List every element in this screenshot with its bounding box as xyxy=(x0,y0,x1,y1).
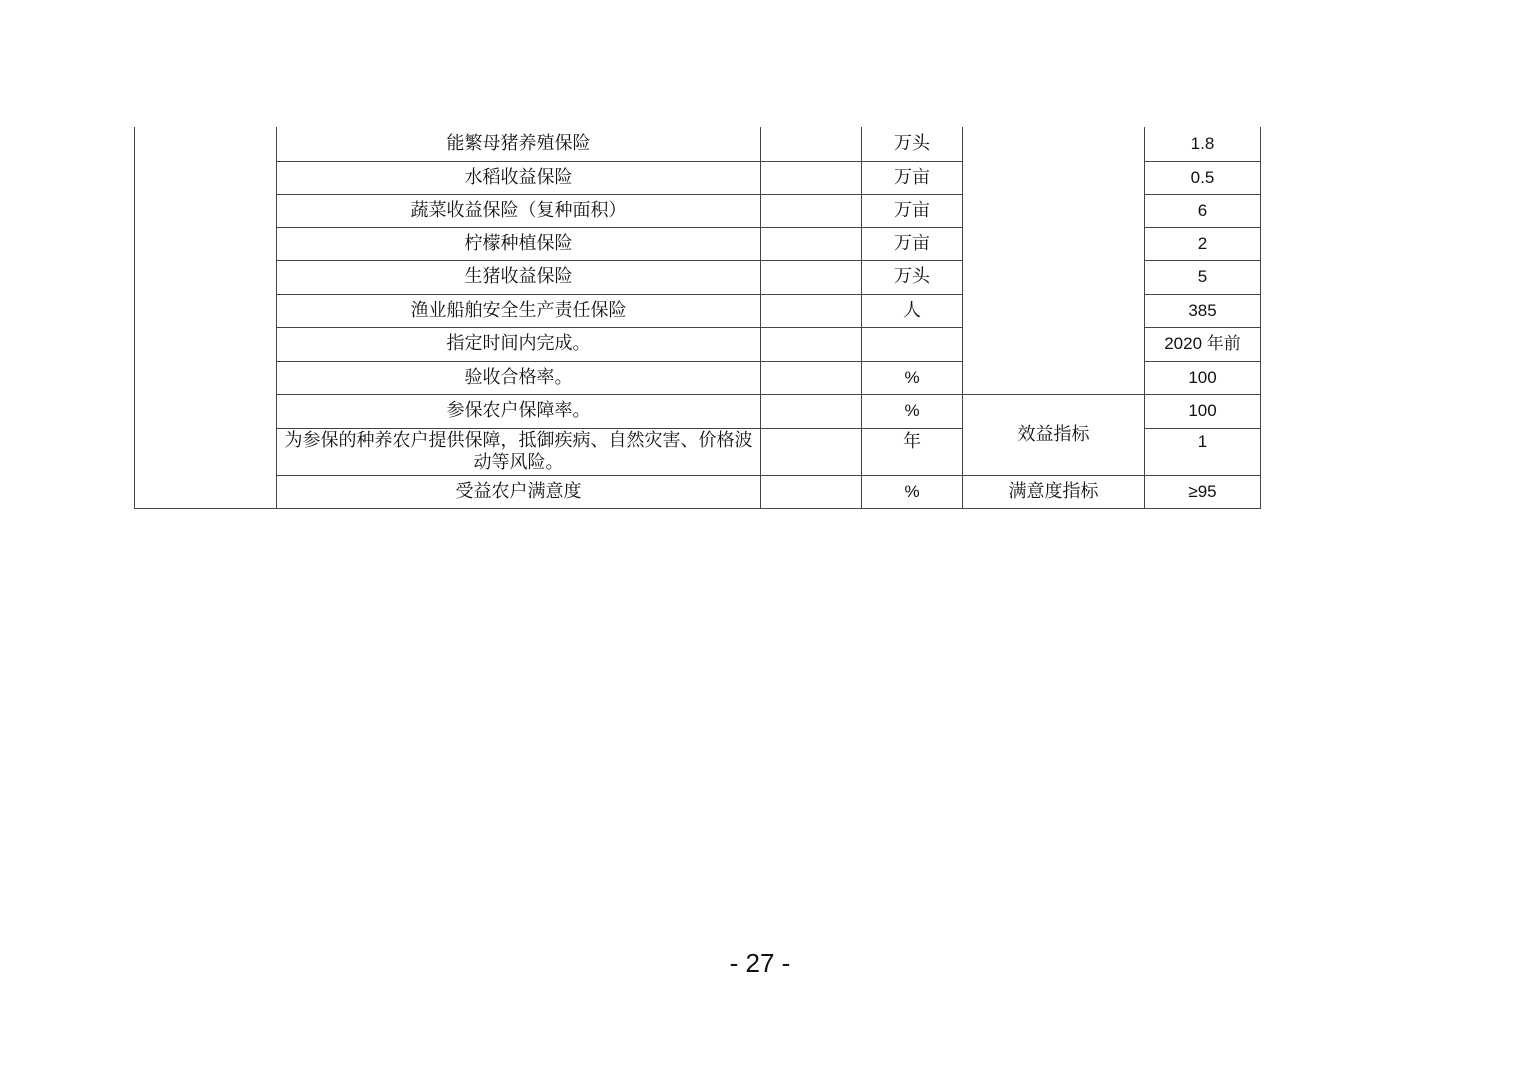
indicator-name: 蔬菜收益保险（复种面积） xyxy=(277,194,761,227)
indicator-unit: % xyxy=(862,475,963,508)
indicator-value: 1.8 xyxy=(1145,127,1261,161)
indicator-name: 指定时间内完成。 xyxy=(277,327,761,361)
indicator-unit: 人 xyxy=(862,294,963,327)
indicator-unit: 万头 xyxy=(862,260,963,294)
indicator-type-cell-empty xyxy=(963,127,1145,394)
indicator-name: 受益农户满意度 xyxy=(277,475,761,508)
indicator-value: 5 xyxy=(1145,260,1261,294)
indicator-unit: 万头 xyxy=(862,127,963,161)
indicator-name: 柠檬种植保险 xyxy=(277,227,761,260)
blank-cell xyxy=(761,194,862,227)
category-benefit: 效益指标 xyxy=(963,394,1145,475)
indicator-unit: 万亩 xyxy=(862,161,963,194)
indicator-value: 6 xyxy=(1145,194,1261,227)
blank-cell xyxy=(761,428,862,475)
blank-cell xyxy=(761,260,862,294)
indicator-name: 渔业船舶安全生产责任保险 xyxy=(277,294,761,327)
blank-cell xyxy=(761,294,862,327)
blank-cell xyxy=(761,227,862,260)
table-row xyxy=(135,475,1261,508)
indicator-name: 生猪收益保险 xyxy=(277,260,761,294)
indicator-value: 385 xyxy=(1145,294,1261,327)
indicator-value: 2 xyxy=(1145,227,1261,260)
blank-cell xyxy=(761,475,862,508)
blank-cell xyxy=(761,127,862,161)
indicator-unit: 万亩 xyxy=(862,227,963,260)
indicator-unit: 年 xyxy=(862,428,963,475)
indicator-unit xyxy=(862,327,963,361)
indicator-value: ≥95 xyxy=(1145,475,1261,508)
indicator-unit: 万亩 xyxy=(862,194,963,227)
indicator-value: 100 xyxy=(1145,361,1261,394)
category-cell-empty xyxy=(135,127,277,508)
indicator-unit: % xyxy=(862,394,963,428)
table-row xyxy=(135,394,1261,428)
page-number: - 27 - xyxy=(729,948,791,978)
indicator-value: 100 xyxy=(1145,394,1261,428)
blank-cell xyxy=(761,161,862,194)
blank-cell xyxy=(761,327,862,361)
indicator-name: 验收合格率。 xyxy=(277,361,761,394)
indicator-unit: % xyxy=(862,361,963,394)
indicator-name: 参保农户保障率。 xyxy=(277,394,761,428)
indicator-value: 1 xyxy=(1145,428,1261,475)
indicator-value: 2020 年前 xyxy=(1145,327,1261,361)
indicator-table xyxy=(134,127,1261,509)
indicator-name: 能繁母猪养殖保险 xyxy=(277,127,761,161)
indicator-name: 水稻收益保险 xyxy=(277,161,761,194)
indicator-name: 为参保的种养农户提供保障，抵御疾病、自然灾害、价格波动等风险。 xyxy=(277,428,761,475)
category-satisfaction: 满意度指标 xyxy=(963,475,1145,508)
table-row xyxy=(135,127,1261,161)
blank-cell xyxy=(761,361,862,394)
blank-cell xyxy=(761,394,862,428)
indicator-value: 0.5 xyxy=(1145,161,1261,194)
